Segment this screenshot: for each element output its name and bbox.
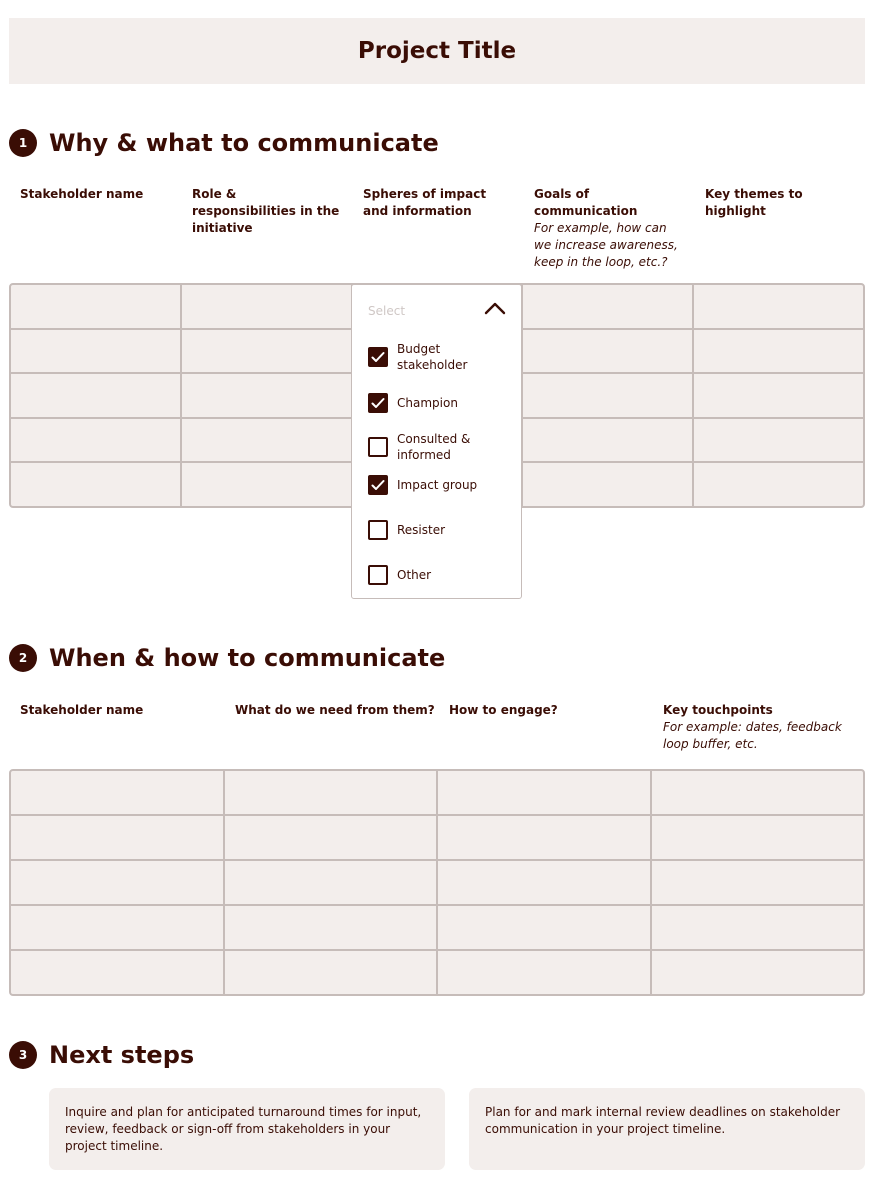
table-2-cell[interactable]	[225, 861, 437, 904]
dropdown-option[interactable]	[368, 475, 477, 495]
section-number-badge: 1	[9, 129, 37, 157]
table-2-cell[interactable]	[11, 951, 223, 994]
dropdown-placeholder: Select	[368, 304, 406, 318]
table-1-cell[interactable]	[11, 285, 180, 328]
project-title-bar	[9, 18, 865, 84]
column-header-touchpoints-hint: For example: dates, feedback loop buffer, etc.	[663, 720, 842, 751]
table-1-cell[interactable]	[523, 285, 692, 328]
table-1-cell[interactable]	[523, 374, 692, 417]
column-header-needs: What do we need from them?	[235, 703, 435, 717]
table-2-cell[interactable]	[225, 816, 437, 859]
table-1-cell[interactable]	[523, 330, 692, 373]
section-title: Next steps	[49, 1041, 195, 1069]
column-header-spheres: Spheres of impact and information	[363, 187, 487, 218]
table-1-cell[interactable]	[694, 330, 863, 373]
table-1-cell[interactable]	[11, 330, 180, 373]
table-1-cell[interactable]	[182, 419, 351, 462]
dropdown-option-label: Resister	[397, 523, 446, 537]
checkmark-icon	[371, 397, 385, 409]
spheres-dropdown[interactable]	[351, 284, 522, 599]
section-1-header	[9, 129, 439, 157]
checkbox-unchecked[interactable]	[368, 565, 388, 585]
dropdown-option[interactable]	[368, 520, 445, 540]
checkmark-icon	[371, 351, 385, 363]
table-2-cell[interactable]	[652, 951, 864, 994]
column-header-touchpoints: Key touchpoints For example: dates, feedback loop buffer, etc.	[663, 702, 858, 753]
dropdown-option-label: Consulted & informed	[397, 432, 471, 462]
table-1-cell[interactable]	[523, 419, 692, 462]
section-title: When & how to communicate	[49, 644, 446, 672]
dropdown-option-label: Champion	[397, 396, 458, 410]
checkbox-unchecked[interactable]	[368, 520, 388, 540]
section-number-badge: 2	[9, 644, 37, 672]
dropdown-option[interactable]	[368, 565, 431, 585]
section-3-header	[9, 1041, 194, 1069]
table-2-cell[interactable]	[438, 816, 650, 859]
column-header-stakeholder-name: Stakeholder name	[20, 187, 144, 201]
dropdown-option-label: Other	[397, 568, 432, 582]
checkmark-icon	[371, 479, 385, 491]
table-1-cell[interactable]	[694, 419, 863, 462]
chevron-up-icon[interactable]	[484, 300, 506, 319]
dropdown-option-label: Impact group	[397, 478, 478, 492]
table-1-cell[interactable]	[11, 374, 180, 417]
dropdown-option-label: Budget stakeholder	[397, 342, 468, 372]
next-step-card	[469, 1088, 865, 1170]
next-step-text: Plan for and mark internal review deadlines on stakeholder communication in your project timeline.	[485, 1105, 841, 1136]
table-1-cell[interactable]	[694, 374, 863, 417]
communication-how-table	[9, 769, 865, 996]
table-2-cell[interactable]	[11, 861, 223, 904]
column-header-engage: How to engage?	[449, 703, 558, 717]
dropdown-option[interactable]	[368, 393, 458, 413]
column-header-stakeholder-name: Stakeholder name	[20, 703, 144, 717]
table-2-cell[interactable]	[11, 906, 223, 949]
table-2-cell[interactable]	[225, 951, 437, 994]
table-1-cell[interactable]	[694, 463, 863, 506]
next-step-text: Inquire and plan for anticipated turnaround times for input, review, feedback or sign-off from stakeholders in your project timeline.	[65, 1105, 422, 1153]
table-2-cell[interactable]	[652, 816, 864, 859]
checkbox-unchecked[interactable]	[368, 437, 388, 457]
next-step-card	[49, 1088, 445, 1170]
table-2-cell[interactable]	[652, 861, 864, 904]
table-1-cell[interactable]	[182, 463, 351, 506]
table-2-cell[interactable]	[438, 951, 650, 994]
table-1-cell[interactable]	[694, 285, 863, 328]
table-1-cell[interactable]	[182, 374, 351, 417]
column-header-key-themes: Key themes to highlight	[705, 187, 803, 218]
page-title: Project Title	[357, 38, 517, 64]
section-title: Why & what to communicate	[49, 129, 439, 157]
table-2-cell[interactable]	[438, 861, 650, 904]
table-2-cell[interactable]	[11, 816, 223, 859]
column-header-goals-hint: For example, how can we increase awareness, keep in the loop, etc.?	[534, 221, 678, 269]
dropdown-option[interactable]	[368, 431, 487, 463]
table-2-cell[interactable]	[438, 771, 650, 814]
checkbox-checked[interactable]	[368, 393, 388, 413]
table-1-cell[interactable]	[523, 463, 692, 506]
table-1-cell[interactable]	[11, 463, 180, 506]
dropdown-header[interactable]	[368, 300, 508, 316]
table-2-cell[interactable]	[225, 771, 437, 814]
checkbox-checked[interactable]	[368, 475, 388, 495]
checkbox-checked[interactable]	[368, 347, 388, 367]
column-header-goals: Goals of communication For example, how can we increase awareness, keep in the loop, etc.?	[534, 186, 684, 271]
table-2-cell[interactable]	[652, 771, 864, 814]
table-1-cell[interactable]	[182, 285, 351, 328]
section-2-header	[9, 644, 445, 672]
dropdown-option[interactable]	[368, 341, 487, 373]
table-2-cell[interactable]	[225, 906, 437, 949]
table-2-cell[interactable]	[11, 771, 223, 814]
table-2-cell[interactable]	[652, 906, 864, 949]
column-header-role: Role & responsibilities in the initiative	[192, 187, 340, 235]
section-number-badge: 3	[9, 1041, 37, 1069]
table-1-cell[interactable]	[11, 419, 180, 462]
table-2-cell[interactable]	[438, 906, 650, 949]
table-1-cell[interactable]	[182, 330, 351, 373]
